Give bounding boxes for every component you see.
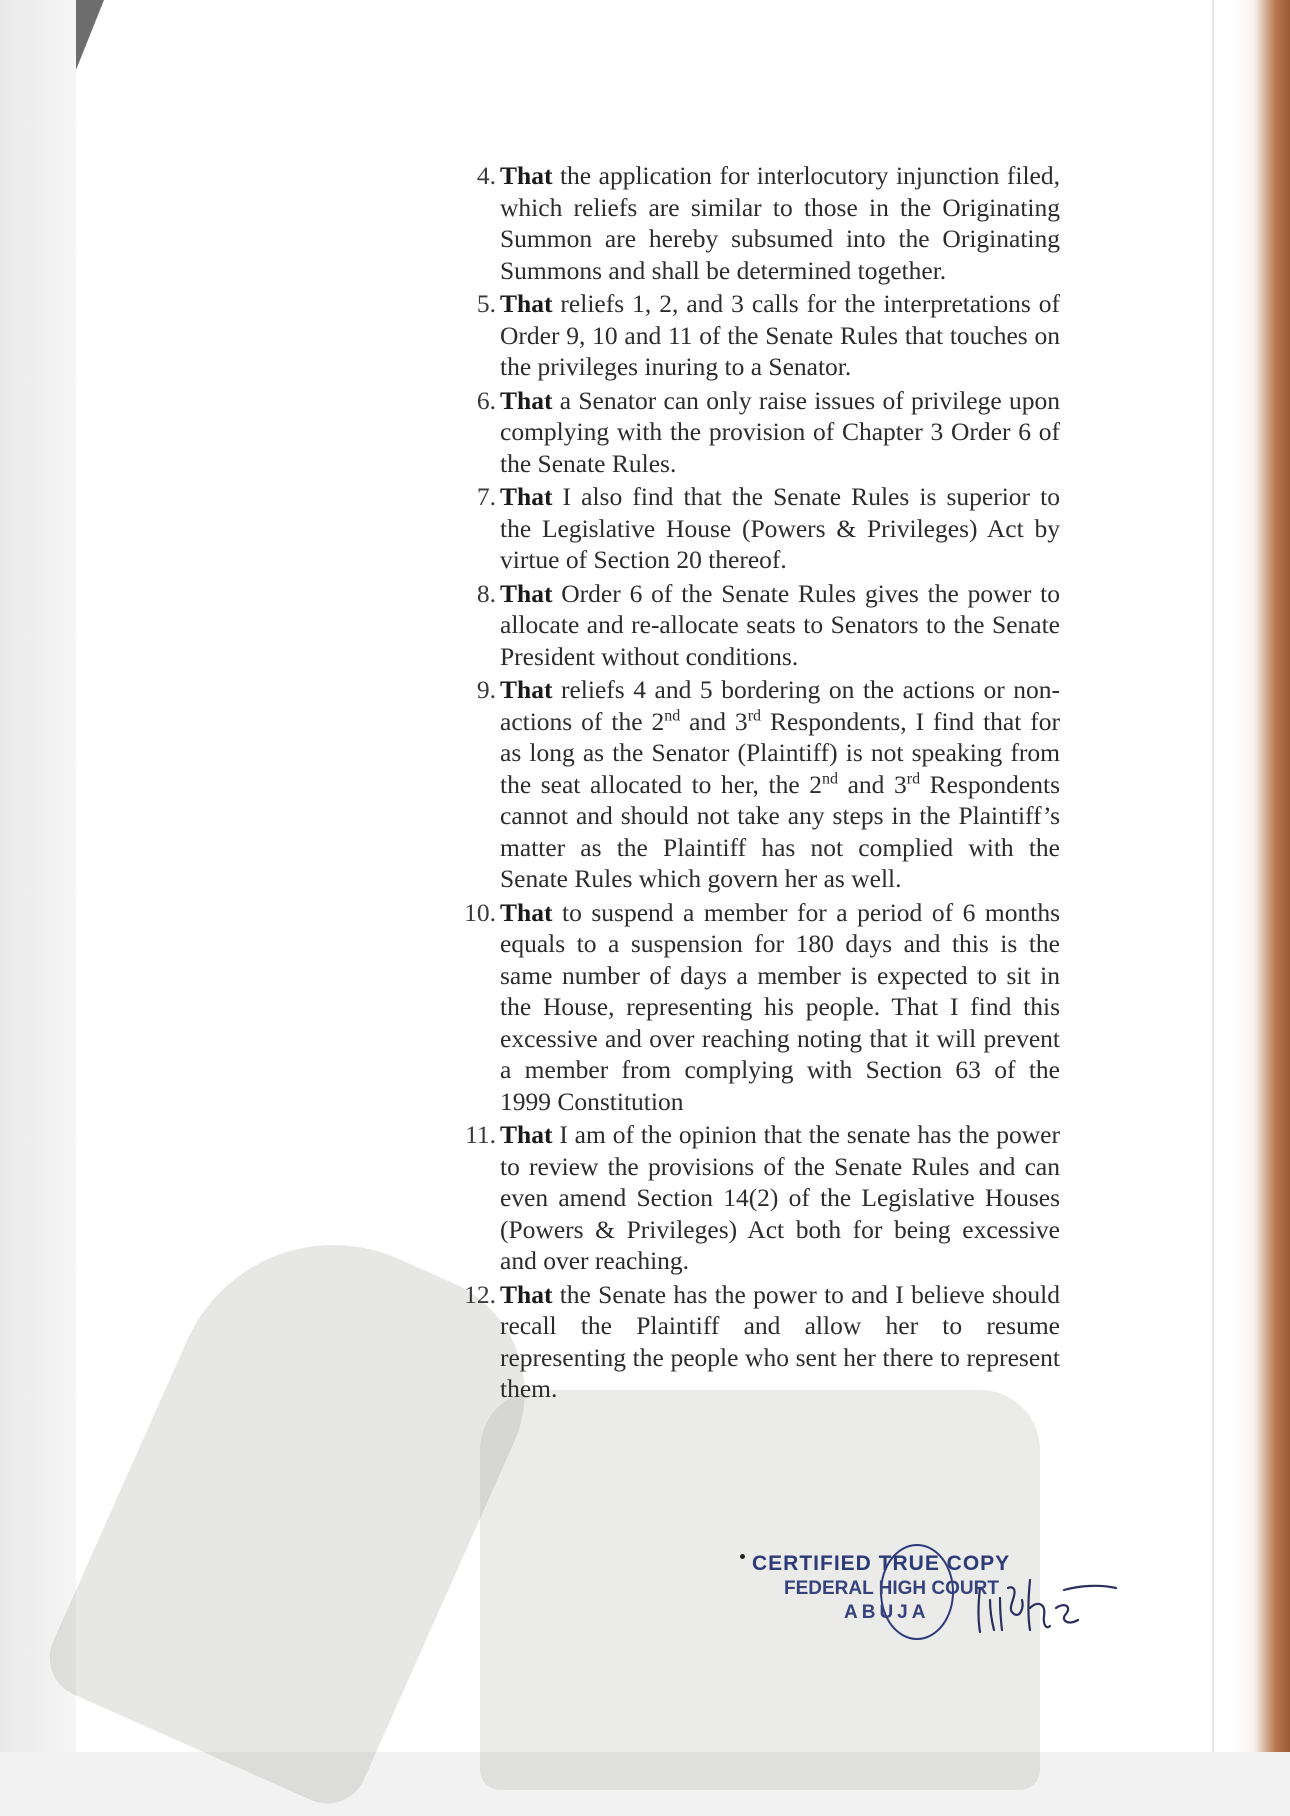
clause-lead: That <box>500 161 553 190</box>
superscript: nd <box>664 707 681 724</box>
superscript: nd <box>822 770 838 787</box>
clause-lead: That <box>500 289 553 318</box>
clause-text: Respondents cannot and should not take any steps in the Plaintiff’s matter as the Plaintiff has not complied with the Senate Rules which govern her as well. <box>500 769 1060 893</box>
clause-number: 11. <box>465 1120 496 1149</box>
clause-text: I also find that the Senate Rules is superior to the Legislative House (Powers & Privileges) Act by virtue of Section 20 thereof. <box>500 482 1060 574</box>
clause-text: Order 6 of the Senate Rules gives the power to allocate and re-allocate seats to Senators to the Senate President without conditions. <box>500 578 1060 671</box>
clause-text: and 3 <box>680 706 748 736</box>
stamp-line-2: FEDERAL HIGH COURT <box>784 1578 999 1599</box>
clause-10 <box>452 897 1060 1118</box>
clause-5 <box>452 288 1060 383</box>
clause-text: the Senate has the power to and I believe should recall the Plaintiff and allow her to resume representing the people who sent her there to represent them. <box>500 1279 1060 1403</box>
superscript: rd <box>906 770 921 787</box>
clause-number: 8. <box>476 578 496 608</box>
clause-text: reliefs 4 and 5 bordering on the actions or non-actions of the 2 <box>500 675 1060 736</box>
clause-lead: That <box>500 578 553 608</box>
clause-number: 10. <box>464 897 496 927</box>
scan-right-edge <box>1214 0 1290 1752</box>
clause-12 <box>452 1279 1060 1405</box>
clause-9 <box>452 674 1060 895</box>
clause-text: I am of the opinion that the senate has the power to review the provisions of the Senate Rules and can even amend Section 14(2) of the Legislative Houses (Powers & Privileges) Act both for being excessive and over reaching. <box>500 1120 1060 1275</box>
certified-true-copy-stamp <box>740 1540 1120 1650</box>
page-corner-shadow <box>76 0 104 70</box>
clause-8 <box>452 578 1060 673</box>
clause-list <box>452 160 1060 1405</box>
clause-11 <box>452 1119 1060 1277</box>
clause-text: a Senator can only raise issues of privilege upon complying with the provision of Chapter 3 Order 6 of the Senate Rules. <box>500 385 1060 478</box>
stamp-line-1: CERTIFIED TRUE COPY <box>752 1552 1011 1575</box>
clause-lead: That <box>500 385 553 415</box>
clause-text: Respondents, I find that for as long as the Senator (Plaintiff) is not speaking from the seat allocated to her, the 2 <box>500 706 1060 799</box>
clause-number: 9. <box>476 675 496 704</box>
clause-lead: That <box>500 1120 553 1149</box>
handwritten-signature <box>968 1560 1118 1640</box>
clause-number: 4. <box>476 161 496 190</box>
stamp-dot <box>740 1554 745 1559</box>
superscript: rd <box>747 707 762 724</box>
clause-lead: That <box>500 675 553 704</box>
clause-text: to suspend a member for a period of 6 months equals to a suspension for 180 days and this is the same number of days a member is expected to sit in the House, representing his people. That I find this excessive and over reaching noting that it will prevent a member from complying with Section 63 of the 1999 Constitution <box>500 897 1060 1116</box>
clause-number: 6. <box>476 385 496 415</box>
judgment-text <box>452 160 1060 1407</box>
clause-lead: That <box>500 897 553 927</box>
clause-4 <box>452 160 1060 286</box>
clause-text: and 3 <box>838 769 907 799</box>
clause-number: 12. <box>464 1279 496 1309</box>
clause-7 <box>452 481 1060 576</box>
clause-6 <box>452 385 1060 480</box>
clause-number: 7. <box>476 482 496 511</box>
scan-left-margin <box>0 0 76 1752</box>
clause-lead: That <box>500 1279 553 1309</box>
clause-text: reliefs 1, 2, and 3 calls for the interpretations of Order 9, 10 and 11 of the Senate Rules that touches on the privileges inuring to a Senator. <box>500 289 1060 381</box>
clause-text: the application for interlocutory injunction filed, which reliefs are similar to those in the Originating Summon are hereby subsumed into the Originating Summons and shall be determined together. <box>500 161 1060 285</box>
stamp-line-3: ABUJA <box>844 1602 930 1623</box>
clause-number: 5. <box>476 289 496 318</box>
clause-lead: That <box>500 482 553 511</box>
